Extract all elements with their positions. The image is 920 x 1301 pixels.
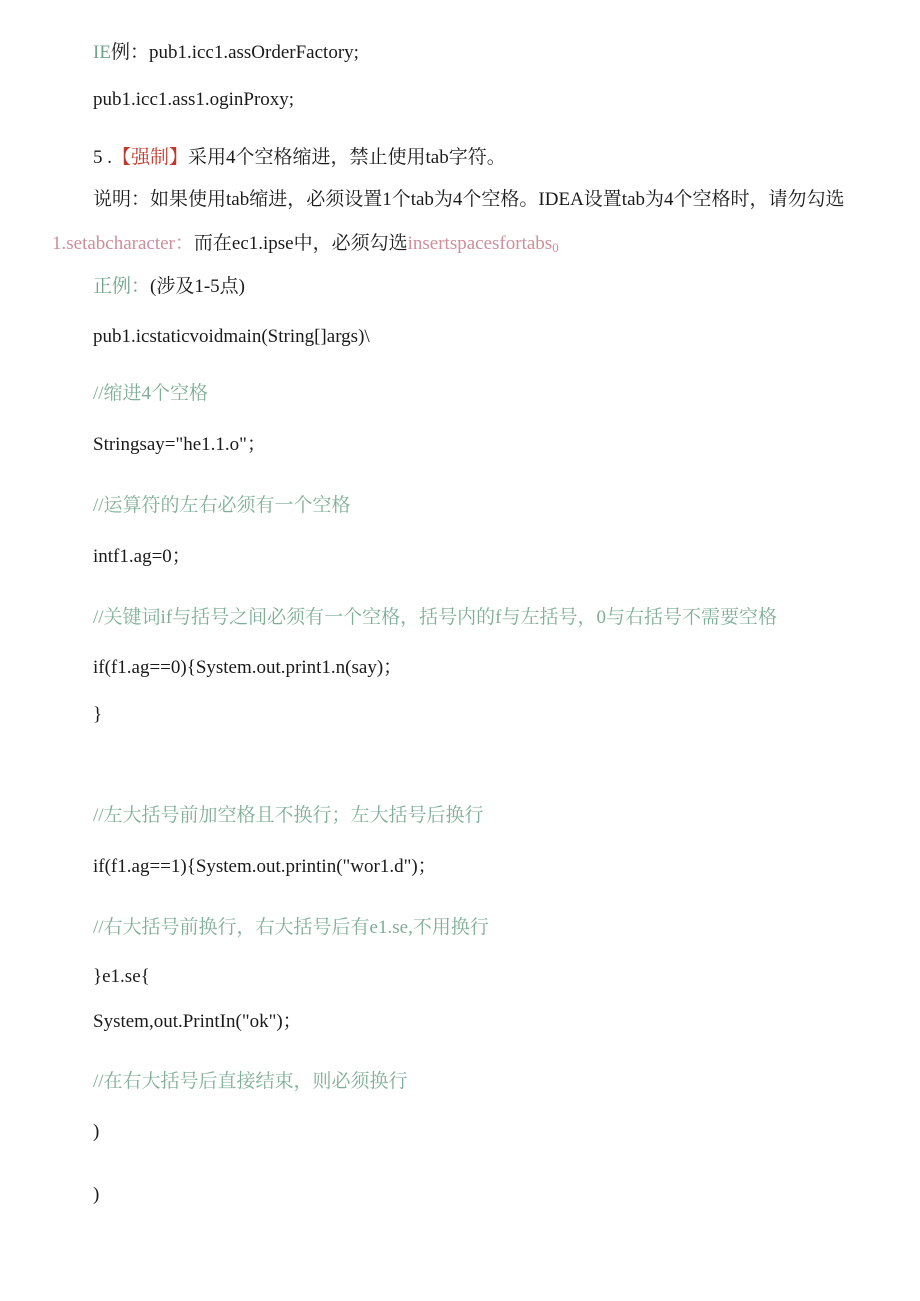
code-if-statement-1: if(f1.ag==0){System.out.print1.n(say)； (93, 657, 403, 678)
example-line-1 (93, 41, 359, 65)
code-closing-brace: } (93, 704, 103, 725)
explanation-line: 说明：如果使用tab缩进，必须设置1个tab为4个空格。IDEA设置tab为4个空格时，请勿勾选 (93, 189, 845, 210)
code-int-declaration: intf1.ag=0； (93, 546, 191, 567)
subscript-zero: 0 (552, 240, 559, 255)
example-line-2: pub1.icc1.ass1.oginProxy; (93, 89, 295, 110)
code-closing-paren-2: ) (93, 1184, 100, 1205)
explanation-line-2 (52, 232, 559, 260)
explanation-text: 而在ec1.ipse中，必须勾选 (193, 233, 408, 254)
code-closing-paren-1: ) (93, 1121, 100, 1142)
code-comment-end: //在右大括号后直接结束，则必须换行 (93, 1071, 408, 1092)
code-if-statement-2: if(f1.ag==1){System.out.printin("wor1.d")； (93, 856, 437, 877)
positive-example-heading (93, 275, 245, 299)
setting-name-2: insertspacesfortabs (407, 233, 553, 254)
positive-example-scope: (涉及1-5点) (150, 276, 245, 297)
code-else: }e1.se{ (93, 966, 150, 987)
code-main-signature: pub1.icstaticvoidmain(String[]args)\ (93, 326, 370, 347)
positive-example-label: 正例： (93, 276, 151, 297)
code-println-ok: System,out.PrintIn("ok")； (93, 1011, 302, 1032)
code-comment-keyword-if: //关键词if与括号之间必须有一个空格，括号内的f与左括号，0与右括号不需要空格 (93, 607, 777, 628)
rule-text: 采用4个空格缩进，禁止使用tab字符。 (188, 147, 506, 168)
rule-mandatory-tag: 【强制】 (112, 147, 189, 168)
setting-name-1: 1.setabcharacter： (52, 233, 194, 254)
code-comment-indent: //缩进4个空格 (93, 383, 209, 404)
example-prefix: IE (93, 42, 111, 63)
code-comment-right-brace: //右大括号前换行，右大括号后有e1.se,不用换行 (93, 917, 489, 938)
code-comment-left-brace: //左大括号前加空格且不换行；左大括号后换行 (93, 805, 484, 826)
example-text: 例：pub1.icc1.assOrderFactory; (110, 42, 359, 63)
code-comment-operator: //运算符的左右必须有一个空格 (93, 495, 351, 516)
rule-number: 5 . (93, 147, 112, 168)
code-string-declaration: Stringsay="he1.1.o"； (93, 434, 266, 455)
rule-5-heading (93, 146, 506, 170)
